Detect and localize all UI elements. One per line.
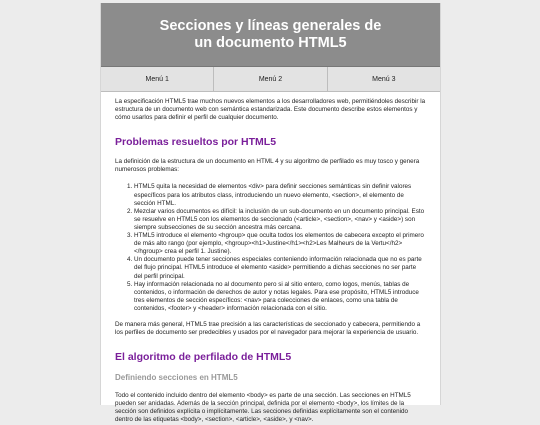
menu-item-2[interactable]: Menú 2 (214, 67, 327, 91)
page-title (156, 18, 386, 52)
list-item: 4. Un documento puede tener secciones especiales conteniendo información relacionada que no es parte del flujo principal. HTML5 introduce el elemento <aside> permitiendo a dichas secciones no ser parte del perfil principal. (134, 256, 426, 280)
main-menu (101, 67, 440, 92)
document-page (100, 3, 441, 424)
list-item: 1. HTML5 quita la necesidad de elementos <div> para definir secciones semánticas sin definir valores específicos para los atributos class, introduciendo un nuevo elemento, <section>, el elemento de sección HTML. (134, 183, 426, 207)
menu-item-3[interactable]: Menú 3 (328, 67, 440, 91)
page-title-line1: Secciones y líneas generales de (159, 17, 382, 34)
section-heading-problems: Problemas resueltos por HTML5 (115, 136, 277, 149)
page-title-line2: un documento HTML5 (194, 34, 347, 51)
page-header (101, 3, 440, 67)
algorithm-paragraph: Todo el contenido incluido dentro del elemento <body> es parte de una sección. Las secciones en HTML5 pueden ser anidadas. Además de la sección principal, definida por el elemento <body>, los límites de la sección son definidos explícita o implícitamente. Las secciones definidas explícitamente son el contenido dentro de las etiquetas <body>, <section>, <article>, <aside>, y <nav>. (115, 392, 411, 424)
list-item: 2. Mezclar varios documentos es difícil: la inclusión de un sub-documento en un documento principal. Esto se resuelve en HTML5 con los elementos de seccionado (<article>, <section>, <nav> y <aside>) son siempre subsecciones de su sección ancestra más cercana. (134, 208, 426, 232)
problems-paragraph: La definición de la estructura de un documento en HTML 4 y su algoritmo de perfilado es muy tosco y genera numerosos problemas: (115, 158, 420, 174)
list-item: 5. Hay información relacionada no al documento pero si al sitio entero, como logos, menús, tablas de contenidos, o información de derechos de autor y notas legales. Para ese propósito, HTML5 introduce tres elementos de sección específicos: <nav> para colecciones de enlaces, como una tabla de contenidos, <footer> y <header> información relacionada con el sitio. (134, 281, 426, 313)
list-item: 3. HTML5 introduce el elemento <hgroup> que oculta todos los elementos de cabecera excepto el primero de más alto rango (por ejemplo, <hgroup><h1>Justine</h1><h2>Les Malheurs de la Vertu</h2></hgroup> crea el perfil 1. Justine). (134, 232, 426, 256)
problems-list (115, 183, 426, 313)
subsection-heading-defining: Definiendo secciones en HTML5 (115, 373, 238, 383)
section-heading-algorithm: El algoritmo de perfilado de HTML5 (115, 351, 292, 364)
closing-paragraph: De manera más general, HTML5 trae precisión a las características de seccionado y cabecera, permitiendo a los perfiles de documento ser predecibles y usados por el navegador para mejorar la experiencia de usuario. (115, 320, 421, 337)
main-content (101, 92, 440, 425)
menu-item-1[interactable]: Menú 1 (101, 67, 214, 91)
intro-paragraph: La especificación HTML5 trae muchos nuevos elementos a los desarrolladores web, permitiéndoles describir la estructura de un documento web con semántica estandarizada. Este documento describe estos elementos y cómo usarlos para definir el perfil de cualquier documento. (115, 98, 426, 122)
